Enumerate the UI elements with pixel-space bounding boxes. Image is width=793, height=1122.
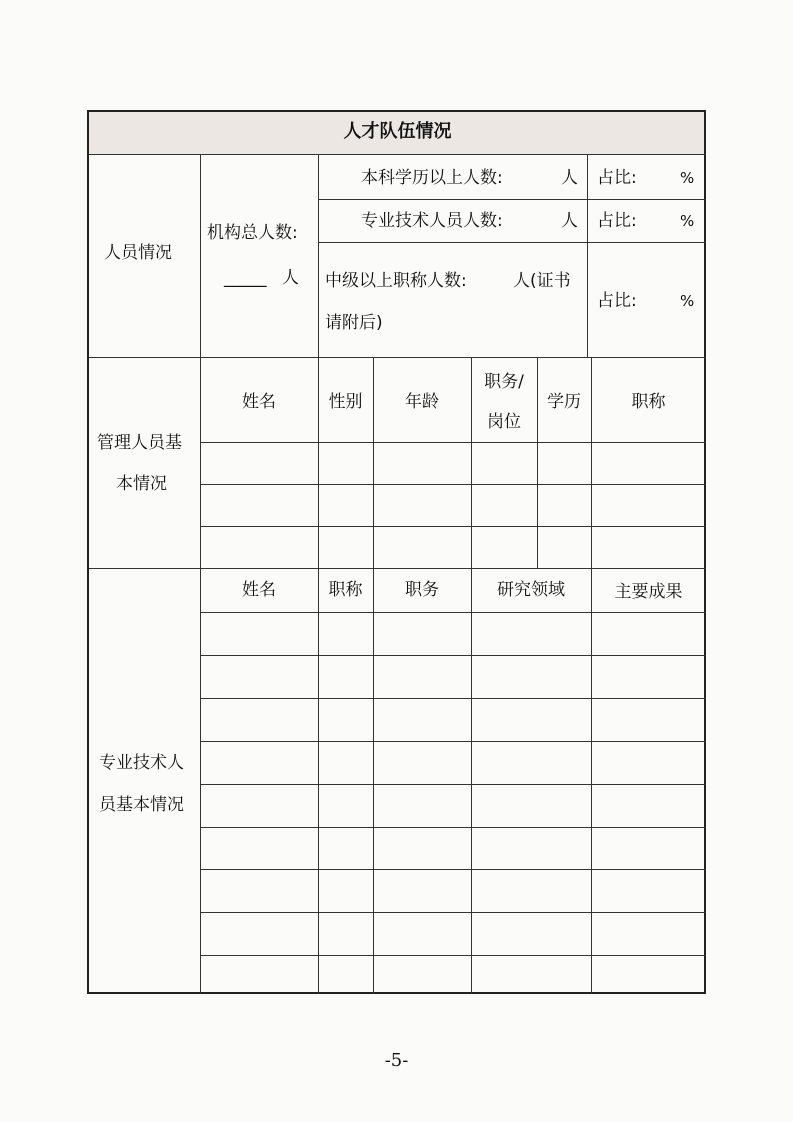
divider [373,357,374,994]
mgmt-header-post: 岗位 [487,412,521,432]
page-number: -5- [384,1050,409,1071]
intermediate-count-note: 请附后) [325,313,383,333]
management-section-label: 管理人员基 [97,433,182,453]
personnel-section-label: 人员情况 [104,243,172,263]
divider [587,154,588,357]
tech-header-research-field: 研究领域 [497,580,565,600]
divider [200,698,706,699]
technical-count-unit: 人 [561,211,578,231]
divider [200,442,706,443]
mgmt-header-education: 学历 [547,392,581,412]
tech-header-achievements: 主要成果 [614,582,683,602]
divider [537,357,538,568]
divider [200,526,706,527]
intermediate-count-unit: 人(证书 [513,271,571,291]
technical-section-label-2: 员基本情况 [99,795,184,815]
total-staff-label: 机构总人数: [207,223,298,243]
bachelor-count-label: 本科学历以上人数: [361,168,503,188]
mgmt-header-title: 职称 [631,392,666,412]
divider [200,655,706,656]
tech-header-position: 职务 [405,580,439,600]
mgmt-header-position: 职务/ [484,372,524,392]
technical-ratio-label: 占比: [597,211,637,231]
tech-header-title: 职称 [328,580,363,600]
divider [200,154,201,994]
divider [200,955,706,956]
mgmt-header-age: 年龄 [405,392,439,412]
mgmt-header-gender: 性别 [328,392,363,412]
divider [89,154,706,155]
divider [318,154,319,994]
intermediate-count-label: 中级以上职称人数: [325,271,467,291]
total-staff-unit: 人 [282,268,299,288]
divider [200,912,706,913]
bachelor-count-unit: 人 [561,168,578,188]
divider [200,612,706,613]
divider [200,784,706,785]
divider [200,869,706,870]
intermediate-ratio-label: 占比: [597,291,637,311]
divider [200,827,706,828]
technical-section-label: 专业技术人 [99,753,184,773]
tech-header-name: 姓名 [242,580,276,600]
management-section-label-2: 本情况 [116,474,167,494]
bachelor-ratio-unit: % [680,169,695,187]
divider [89,357,706,358]
divider [318,199,706,200]
mgmt-header-name: 姓名 [242,392,276,412]
technical-ratio-unit: % [680,212,695,230]
divider [471,357,472,994]
divider [318,242,706,243]
divider [200,741,706,742]
divider [591,357,592,994]
intermediate-ratio-unit: % [680,292,695,310]
bachelor-ratio-label: 占比: [597,168,637,188]
talent-team-form [87,110,706,994]
form-title: 人才队伍情况 [343,121,452,142]
divider [200,484,706,485]
divider [89,568,706,569]
total-staff-blank: _____ [224,268,267,288]
technical-count-label: 专业技术人员人数: [361,211,503,231]
